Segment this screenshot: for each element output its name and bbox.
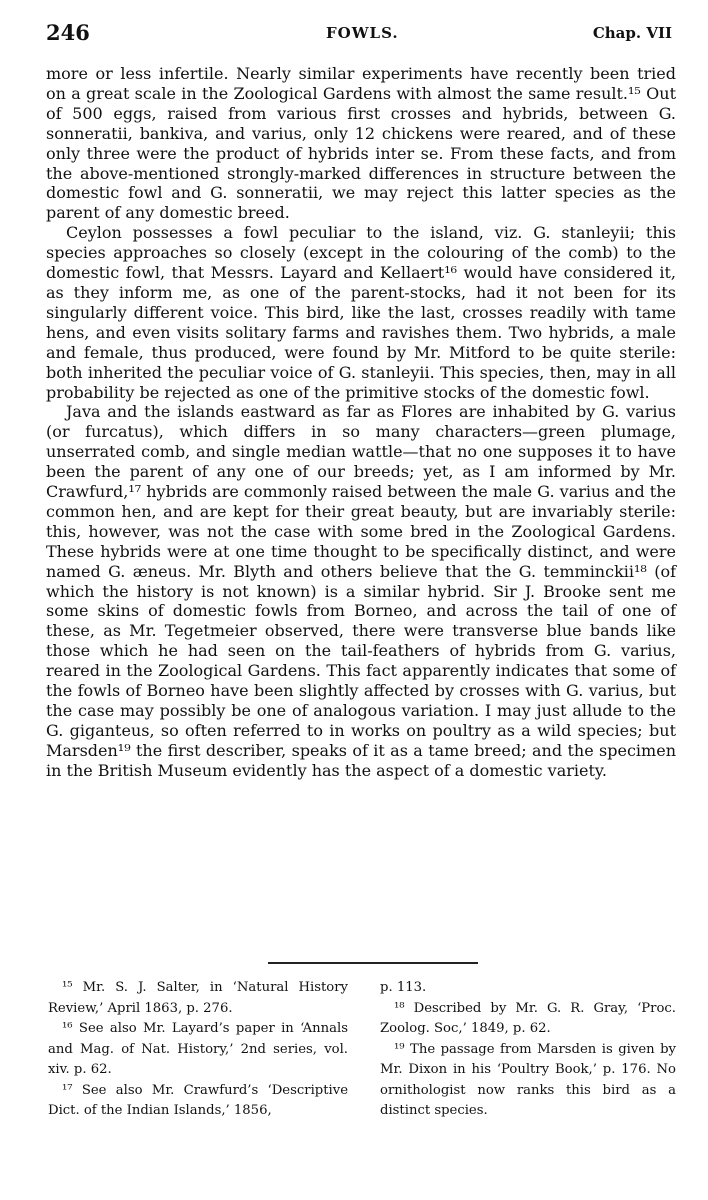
paragraph-2: Ceylon possesses a fowl peculiar to the island, viz. G. stanleyii; this species approaches so closely (except in the colouring of the comb) to the domestic fowl, that Messrs. Layard and Kellaert¹⁶ would have considered it, as they inform me, as one of the parent-stocks, had it not been for its singularly different voice. This bird, like the last, crosses readily with tame hens, and even visits solitary farms and ravishes them. Two hybrids, a male and female, thus produced, were found by Mr. Mitford to be quite sterile: both inherited the peculiar voice of G. stanleyii. This species, then, may in all probability be rejected as one of the primitive stocks of the domestic fowl. [46, 223, 676, 402]
paragraph-1: more or less infertile. Nearly similar experiments have recently been tried on a great scale in the Zoological Gardens with almost the same result.¹⁵ Out of 500 eggs, raised from various first crosses and hybrids, between G. sonneratii, bankiva, and varius, only 12 chickens were reared, and of these only three were the product of hybrids inter se. From these facts, and from the above-mentioned strongly-marked differences in structure between the domestic fowl and G. sonneratii, we may reject this latter species as the parent of any domestic breed. [46, 64, 676, 223]
footnote-divider [268, 962, 478, 964]
page-number: 246 [46, 20, 90, 45]
paragraph-3: Java and the islands eastward as far as Flores are inhabited by G. varius (or furcatus), which differs in so many characters—green plumage, unserrated comb, and single median wattle—that no one supposes it to have been the parent of any one of our breeds; yet, as I am informed by Mr. Crawfurd,¹⁷ hybrids are commonly raised between the male G. varius and the common hen, and are kept for their great beauty, but are invariably sterile: this, however, was not the case with some bred in the Zoological Gardens. These hybrids were at one time thought to be specifically distinct, and were named G. æneus. Mr. Blyth and others believe that the G. temminckii¹⁸ (of which the history is not known) is a similar hybrid. Sir J. Brooke sent me some skins of domestic fowls from Borneo, and across the tail of one of these, as Mr. Tegetmeier observed, there were transverse blue bands like those which he had seen on the tail-feathers of hybrids from G. varius, reared in the Zoological Gardens. This fact apparently indicates that some of the fowls of Borneo have been slightly affected by crosses with G. varius, but the case may possibly be one of analogous variation. I may just allude to the G. giganteus, so often referred to in works on poultry as a wild species; but Marsden¹⁹ the first describer, speaks of it as a tame breed; and the specimen in the British Museum evidently has the aspect of a domestic variety. [46, 402, 676, 780]
footnote-16: ¹⁶ See also Mr. Layard’s paper in ‘Annals and Mag. of Nat. History,’ 2nd series, vol. xiv. p. 62. [48, 1021, 348, 1077]
body-text [46, 64, 676, 781]
chapter-label: Chap. VII [592, 24, 672, 42]
footnote-17-continued: p. 113. [380, 980, 427, 995]
footnote-18: ¹⁸ Described by Mr. G. R. Gray, ‘Proc. Zoolog. Soc,’ 1849, p. 62. [380, 1000, 676, 1036]
running-title: FOWLS. [326, 24, 399, 42]
footnote-19: ¹⁹ The passage from Marsden is given by Mr. Dixon in his ‘Poultry Book,’ p. 176. No ornithologist now ranks this bird as a distinct species. [380, 1041, 676, 1118]
page-header [46, 20, 672, 48]
footnotes-left-column [48, 978, 348, 1122]
footnote-17: ¹⁷ See also Mr. Crawfurd’s ‘Descriptive Dict. of the Indian Islands,’ 1856, [48, 1082, 348, 1118]
footnote-15: ¹⁵ Mr. S. J. Salter, in ‘Natural History Review,’ April 1863, p. 276. [48, 980, 348, 1016]
footnotes-right-column [380, 978, 676, 1122]
